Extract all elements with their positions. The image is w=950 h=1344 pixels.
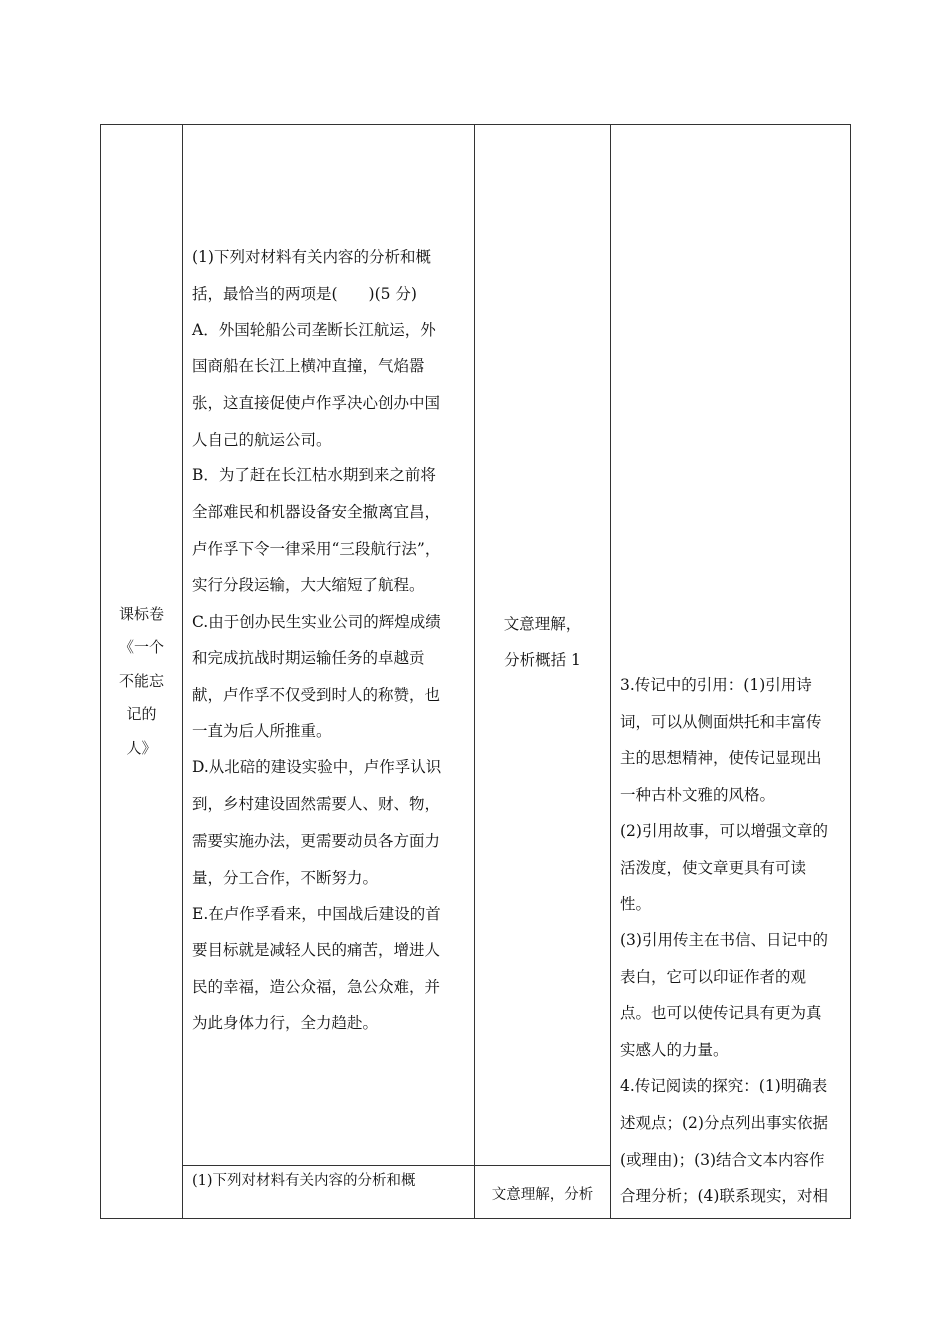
question-line: 国商船在长江上横冲直撞，气焰嚣 <box>192 357 425 375</box>
source-cell <box>100 598 183 765</box>
source-line: 记的 <box>126 705 157 724</box>
notes-line: 一种古朴文雅的风格。 <box>620 786 776 804</box>
notes-line: 实感人的力量。 <box>620 1041 729 1059</box>
question-line: B．为了赶在长江枯水期到来之前将 <box>192 466 436 484</box>
question-line: 到，乡村建设固然需要人、财、物， <box>192 795 441 813</box>
table-border-bottom <box>100 1218 851 1219</box>
next-question-line: (1)下列对材料有关内容的分析和概 <box>192 1173 416 1189</box>
notes-line: (或理由)；(3)结合文本内容作 <box>620 1151 825 1169</box>
notes-line: 合理分析；(4)联系现实，对相 <box>620 1187 828 1205</box>
next-skill-line: 文意理解，分析 <box>491 1187 594 1203</box>
question-line: D.从北碚的建设实验中，卢作孚认识 <box>192 758 442 776</box>
source-line: 课标卷 <box>118 605 164 623</box>
question-line: 实行分段运输，大大缩短了航程。 <box>192 576 425 594</box>
question-line: 张，这直接促使卢作孚决心创办中国 <box>192 394 441 412</box>
question-line: 括，最恰当的两项是( )(5 分) <box>192 285 417 303</box>
notes-line: 4.传记阅读的探究：(1)明确表 <box>620 1077 828 1095</box>
source-line: 《一个 <box>118 638 164 657</box>
question-line: (1)下列对材料有关内容的分析和概 <box>192 248 431 266</box>
question-line: 民的幸福，造公众福，急公众难，并 <box>192 978 441 996</box>
notes-line: 点。也可以使传记具有更为真 <box>620 1004 822 1022</box>
question-line: 卢作孚下令一律采用“三段航行法”， <box>192 540 441 558</box>
table-border-top <box>100 124 851 125</box>
question-line: 一直为后人所推重。 <box>192 722 332 740</box>
notes-line: 3.传记中的引用：(1)引用诗 <box>620 676 812 694</box>
column-divider-2 <box>474 124 475 1219</box>
question-line: 需要实施办法，更需要动员各方面力 <box>192 832 441 850</box>
question-line: A．外国轮船公司垄断长江航运，外 <box>192 321 436 339</box>
question-line: 要目标就是减轻人民的痛苦，增进人 <box>192 941 441 959</box>
question-line: 全部难民和机器设备安全撤离宜昌， <box>192 503 441 521</box>
table-border-right <box>850 124 851 1219</box>
notes-line: (2)引用故事，可以增强文章的 <box>620 822 828 840</box>
question-line: 献，卢作孚不仅受到时人的称赞，也 <box>192 686 441 704</box>
notes-line: 表白，它可以印证作者的观 <box>620 968 807 986</box>
notes-line: 词，可以从侧面烘托和丰富传 <box>620 713 822 731</box>
question-line: C.由于创办民生实业公司的辉煌成绩 <box>192 613 441 631</box>
row-divider <box>183 1165 610 1166</box>
question-line: 为此身体力行，全力趋赴。 <box>192 1014 379 1032</box>
question-line: 和完成抗战时期运输任务的卓越贡 <box>192 649 425 667</box>
question-line: 人自己的航运公司。 <box>192 431 332 449</box>
notes-line: 性。 <box>620 895 652 913</box>
notes-line: 述观点；(2)分点列出事实依据 <box>620 1114 828 1132</box>
notes-line: 活泼度，使文章更具有可读 <box>620 859 807 877</box>
skill-line: 分析概括 1 <box>504 651 581 669</box>
question-line: E.在卢作孚看来，中国战后建设的首 <box>192 905 441 923</box>
notes-line: 主的思想精神，使传记显现出 <box>620 749 822 767</box>
source-line: 不能忘 <box>118 671 164 690</box>
source-line: 人》 <box>126 738 157 757</box>
column-divider-3 <box>610 124 611 1219</box>
notes-line: (3)引用传主在书信、日记中的 <box>620 931 828 949</box>
skill-line: 文意理解， <box>503 615 582 633</box>
question-line: 量，分工合作，不断努力。 <box>192 869 379 887</box>
